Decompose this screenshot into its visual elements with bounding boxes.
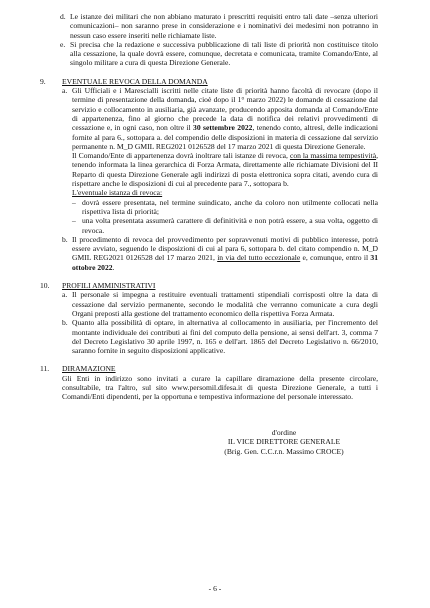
- section-9-item-b-text: [72, 235, 378, 272]
- signature-block: [190, 428, 378, 457]
- section-10-number: 10.: [40, 281, 50, 291]
- revocation-subheading: L'eventuale istanza di revoca:: [72, 188, 163, 198]
- section-11: [40, 364, 378, 401]
- text-run: Il Comando/Ente di appartenenza dovrà inoltrare tali istanze di revoca,: [72, 151, 290, 161]
- text-run: , tenendo informata la linea gerarchica di Forza Armata, direttamente alle richiamate Divisioni del II Reparto di questa Direzione Generale agli indirizzi di posta elettronica sopra citati, avendo cura di rispettare anche le disposizioni di cui al precedente para 7., sottopara b.: [72, 151, 378, 189]
- page-number: - 6 -: [208, 584, 222, 593]
- section-9-item-a: [62, 86, 378, 151]
- text-run: Il procedimento di revoca del provvedimento per sopravvenuti motivi di pubblico interesse, potrà essere avviato, seguendo le disposizioni di cui al para 6, sottopara b. del citato compendio n. M_D GMIL REG2021 0126528 del 17 marzo 2021,: [72, 234, 378, 263]
- text-run: Gli Ufficiali e i Marescialli iscritti nelle citate liste di priorità hanno facoltà di revocare (dopo il termine di presentazione della domanda, cioè dopo il 1° marzo 2022) le domande di cessazione dal servizio e collocamento in ausiliaria, già avanzate, producendo apposita domanda al Comando/Ente di appartenenza, fino al giorno che precede la data di notifica dei relativi provvedimenti di cessazione e, in ogni caso, non oltre il: [72, 86, 378, 133]
- dash-mark: –: [72, 197, 76, 207]
- section-10-item-a-text: Il personale si impegna a restituire eventuali trattamenti stipendiali corrisposti oltre la data di cessazione dal servizio permanente, secondo le modalità che verranno comunicate a cura degli Organi preposti alla gestione del trattamento economico della rispettiva Forza Armata.: [72, 290, 378, 318]
- dash-item-1-text: dovrà essere presentata, nel termine suindicato, anche da coloro non utilmente collocati nella rispettiva lista di priorità;: [82, 197, 378, 216]
- section-10-item-b: [62, 318, 378, 355]
- section-9-heading: [40, 77, 378, 86]
- section-9-item-a-label: a.: [62, 86, 68, 96]
- section-9-item-b: [62, 235, 378, 272]
- section-11-heading: [40, 364, 378, 373]
- item-e-label: e.: [60, 39, 66, 49]
- dash-mark: –: [72, 216, 76, 226]
- section-10-heading: [40, 281, 378, 290]
- section-10-item-b-text: Quanto alla possibilità di optare, in alternativa al collocamento in ausiliaria, per l'incremento del montante individuale dei contributi ai fini del computo della pensione, ai sensi dell'art. 3, comma 7 del Decreto Legislativo 30 aprile 1997, n. 165 e dell'art. 1865 del Decreto Legislativo n. 66/2010, saranno fornite in seguito disposizioni applicative.: [72, 318, 378, 356]
- section-11-text: Gli Enti in indirizzo sono invitati a curare la capillare diramazione della presente circolare, consultabile, tra l'altro, sul sito www.persomil.difesa.it di questa Direzione Generale, a tutti i Comandi/Enti dipendenti, per la opportuna e tempestiva informazione del personale interessato.: [62, 373, 378, 402]
- section-9-item-a-paragraph-2: [72, 151, 378, 188]
- section-10: [40, 281, 378, 355]
- section-10-title: PROFILI AMMINISTRATIVI: [62, 281, 156, 291]
- section-9-item-b-label: b.: [62, 234, 68, 244]
- deadline-date: 31 ottobre 2022: [72, 253, 379, 272]
- item-d-text: Le istanze dei militari che non abbiano maturato i prescritti requisiti entro tali date –senza ulteriori comunicazioni– non saranno prese in considerazione e i nominativi dei medesimi non potranno in nessun caso essere inseriti nelle richiamate liste.: [70, 12, 378, 40]
- section-9-title: EVENTUALE REVOCA DELLA DOMANDA: [62, 76, 208, 86]
- item-e-text: Si precisa che la redazione e successiva pubblicazione di tali liste di priorità non costituisce titolo alla cessazione, la quale dovrà essere, comunque, decretata e comunicata, tramite Comando/Ente, al singolo militare a cura di questa Direzione Generale.: [70, 39, 378, 68]
- section-9-item-a-text: [72, 86, 378, 151]
- deadline-date: 30 settembre 2022: [193, 123, 253, 133]
- signature-line-1: d'ordine: [271, 427, 297, 437]
- signature-line-2: IL VICE DIRETTORE GENERALE: [227, 437, 341, 447]
- item-d-label: d.: [60, 12, 66, 21]
- text-run: .: [112, 262, 115, 272]
- section-10-item-a: [62, 290, 378, 318]
- text-run: e, comunque, entro il: [300, 253, 371, 263]
- dash-item-1: [72, 198, 378, 217]
- dash-item-2: [72, 216, 378, 235]
- section-10-item-a-label: a.: [62, 290, 68, 300]
- item-d: [60, 12, 378, 40]
- section-11-title: DIRAMAZIONE: [62, 364, 116, 374]
- underlined-text: in via del tutto eccezionale: [217, 253, 301, 263]
- dash-item-2-text: una volta presentata assumerà carattere di definitività e non potrà essere, a sua volta, oggetto di revoca.: [82, 216, 378, 235]
- text-run: , tenendo conto, altresì, delle indicazioni fornite al para 6., sottopara a. del compendio delle disposizioni in materia di cessazione dal servizio permanente n. M_D GMIL REG2021 0126528 del 17 marzo 2021 di questa Direzione Generale.: [72, 123, 379, 151]
- underlined-text: con la massima tempestività: [289, 151, 377, 161]
- section-9: [40, 77, 378, 272]
- section-11-number: 11.: [40, 364, 50, 374]
- item-e: [60, 40, 378, 68]
- signature-line-3: (Brig. Gen. C.C.r.n. Massimo CROCE): [224, 446, 344, 456]
- section-9-number: 9.: [40, 76, 46, 86]
- section-10-item-b-label: b.: [62, 318, 68, 328]
